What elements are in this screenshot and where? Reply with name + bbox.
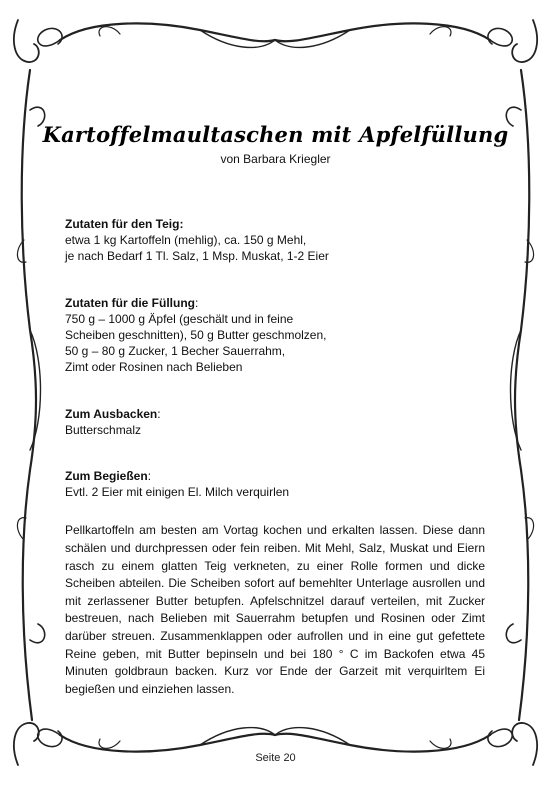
section-heading-suffix: :	[147, 469, 152, 484]
section-heading: Zutaten für den Teig:	[65, 217, 184, 231]
section-frying	[65, 406, 485, 438]
ingredient-line: Evtl. 2 Eier mit einigen El. Milch verquirlen	[65, 485, 290, 500]
instructions-paragraph: Pellkartoffeln am besten am Vortag kochen und erkalten lassen. Diese dann schälen und durchpressen oder fein reiben. Mit Mehl, Salz, Muskat und Eiern rasch zu einem glatten Teig verkneten, zu einer Rolle formen und dicke Scheiben abteilen. Die Scheiben sofort auf bemehlter Unterlage ausrollen und mit zerlassener Butter betupfen. Apfelschnitzel darauf verteilen, mit Zucker bestreuen, nach Belieben mit Sauerrahm betupfen und Rosinen oder Zimt darüber streuen. Zusammenklappen oder aufrollen und in eine gut gefettete Reine geben, mit Butter bepinseln und bei 180 ° C im Backofen etwa 45 Minuten goldbraun backen. Kurz vor Ende der Garzeit mit verquirltem Ei begießen und einziehen lassen.	[65, 523, 485, 696]
section-heading: Zutaten für die Füllung	[65, 295, 195, 310]
ingredient-line: Scheiben geschnitten), 50 g Butter geschmolzen,	[65, 328, 327, 343]
recipe-author: von Barbara Kriegler	[220, 152, 331, 166]
section-heading: Zum Ausbacken	[65, 406, 158, 421]
ingredient-line: Zimt oder Rosinen nach Belieben	[65, 360, 243, 375]
section-glazing	[65, 468, 485, 500]
section-dough-ingredients	[65, 216, 485, 265]
section-heading-suffix: :	[157, 406, 161, 421]
ingredient-line: etwa 1 kg Kartoffeln (mehlig), ca. 150 g Mehl,	[65, 233, 307, 248]
ingredient-line: Butterschmalz	[65, 422, 142, 437]
ingredient-line: 50 g – 80 g Zucker, 1 Becher Sauerrahm,	[65, 344, 286, 359]
left-border-ornament	[17, 70, 44, 720]
section-heading-suffix: :	[194, 295, 199, 310]
section-heading: Zum Begießen	[65, 469, 148, 484]
recipe-content	[65, 216, 485, 698]
ingredient-line: 750 g – 1000 g Äpfel (geschält und in feine	[65, 311, 294, 326]
page-number: Seite 20	[255, 752, 296, 764]
recipe-title: Kartoffelmaultaschen mit Apfelfüllung	[42, 122, 509, 147]
top-border-ornament	[14, 20, 537, 62]
right-border-ornament	[506, 70, 533, 720]
ingredient-line: je nach Bedarf 1 Tl. Salz, 1 Msp. Muskat, 1-2 Eier	[65, 249, 329, 264]
section-filling-ingredients	[65, 295, 485, 376]
